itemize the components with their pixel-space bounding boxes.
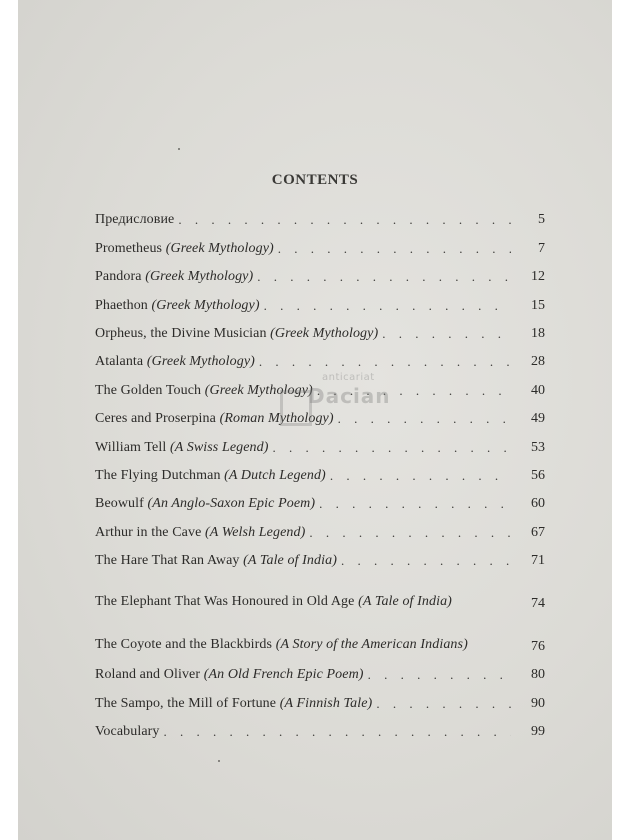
toc-entry <box>95 612 545 655</box>
entry-subtitle: (Greek Mythology) <box>145 269 254 285</box>
toc-entry <box>95 285 545 313</box>
page-number: 56 <box>531 467 545 483</box>
page-number: 7 <box>538 240 545 256</box>
page-number: 18 <box>531 325 545 341</box>
watermark-line1: anticariat <box>322 372 375 383</box>
entry-title: Roland and Oliver <box>95 667 201 683</box>
page-number: 12 <box>531 269 545 285</box>
page-number: 40 <box>531 382 545 398</box>
entry-title: Orpheus, the Divine Musician <box>95 325 267 341</box>
entry-subtitle: (Greek Mythology) <box>151 297 260 313</box>
entry-title: The Elephant That Was Honoured in Old Age <box>95 594 355 610</box>
entry-title: Ceres and Proserpina <box>95 411 216 427</box>
entry-subtitle: (An Old French Epic Poem) <box>203 667 364 683</box>
entry-title: The Sampo, the Mill of Fortune <box>95 695 277 711</box>
toc-entry <box>95 342 545 370</box>
toc-entry <box>95 200 545 228</box>
entry-title: Prometheus <box>95 240 163 256</box>
page-number: 15 <box>531 297 545 313</box>
page-number: 28 <box>531 354 545 370</box>
toc-entry <box>95 683 545 711</box>
page-number: 67 <box>531 524 545 540</box>
entry-title: William Tell <box>95 439 167 455</box>
page-number: 5 <box>538 212 545 228</box>
entry-subtitle: (Roman Mythology) <box>219 411 334 427</box>
dot-leader <box>274 241 511 257</box>
page-number: 49 <box>531 411 545 427</box>
entry-subtitle: (A Swiss Legend) <box>169 439 269 455</box>
toc-entry <box>95 569 545 612</box>
toc-entry <box>95 456 545 484</box>
dot-leader <box>378 326 511 342</box>
entry-subtitle: (Greek Mythology) <box>165 240 274 256</box>
entry-title: The Coyote and the Blackbirds <box>95 637 273 653</box>
entry-title: The Golden Touch <box>95 382 202 398</box>
dot-leader <box>255 354 511 370</box>
watermark-line2: Dacian <box>308 384 391 408</box>
entry-subtitle: (A Welsh Legend) <box>205 524 306 540</box>
dot-leader <box>372 696 511 712</box>
page-number: 80 <box>531 667 545 683</box>
watermark-logo <box>280 372 390 432</box>
toc-entry <box>95 655 545 683</box>
toc-entry <box>95 314 545 342</box>
toc-entry <box>95 257 545 285</box>
entry-subtitle: (Greek Mythology) <box>146 354 255 370</box>
dot-leader <box>364 667 511 683</box>
table-of-contents <box>95 200 545 740</box>
entry-title: Pandora <box>95 269 142 285</box>
entry-title: Phaethon <box>95 297 148 313</box>
entry-subtitle: (Greek Mythology) <box>270 325 379 341</box>
page-number: 53 <box>531 439 545 455</box>
entry-subtitle: (An Anglo-Saxon Epic Poem) <box>147 496 316 512</box>
dot-leader <box>269 440 511 456</box>
toc-entry <box>95 512 545 540</box>
dot-leader <box>305 525 511 541</box>
dot-leader <box>160 724 512 740</box>
entry-title: Beowulf <box>95 496 144 512</box>
page-number: 99 <box>531 724 545 740</box>
entry-subtitle: (A Finnish Tale) <box>279 695 373 711</box>
dot-leader <box>174 212 511 228</box>
entry-title: The Hare That Ran Away <box>95 553 240 569</box>
entry-title: Vocabulary <box>95 724 160 740</box>
entry-title: The Flying Dutchman <box>95 467 221 483</box>
toc-entry <box>95 712 545 740</box>
dot-leader <box>253 269 511 285</box>
page-number: 71 <box>531 553 545 569</box>
page-number: 76 <box>531 639 545 655</box>
page-number: 90 <box>531 695 545 711</box>
entry-subtitle: (A Story of the American Indians) <box>275 637 468 653</box>
book-page <box>18 0 612 840</box>
entry-subtitle: (A Dutch Legend) <box>224 467 326 483</box>
entry-title: Atalanta <box>95 354 144 370</box>
contents-heading: CONTENTS <box>271 172 359 188</box>
dot-leader <box>315 496 511 512</box>
toc-entry <box>95 228 545 256</box>
entry-subtitle: (A Tale of India) <box>358 594 452 610</box>
toc-entry <box>95 484 545 512</box>
paper-speck <box>218 760 220 762</box>
entry-subtitle: (Greek Mythology) <box>204 382 313 398</box>
page-number: 60 <box>531 496 545 512</box>
entry-subtitle: (A Tale of India) <box>243 553 337 569</box>
page-number: 74 <box>531 596 545 612</box>
toc-entry <box>95 541 545 569</box>
dot-leader <box>337 553 511 569</box>
entry-title: Arthur in the Cave <box>95 524 202 540</box>
dot-leader <box>260 298 511 314</box>
dot-leader <box>326 468 511 484</box>
entry-title: Предисловие <box>95 212 175 228</box>
paper-speck <box>178 148 180 150</box>
